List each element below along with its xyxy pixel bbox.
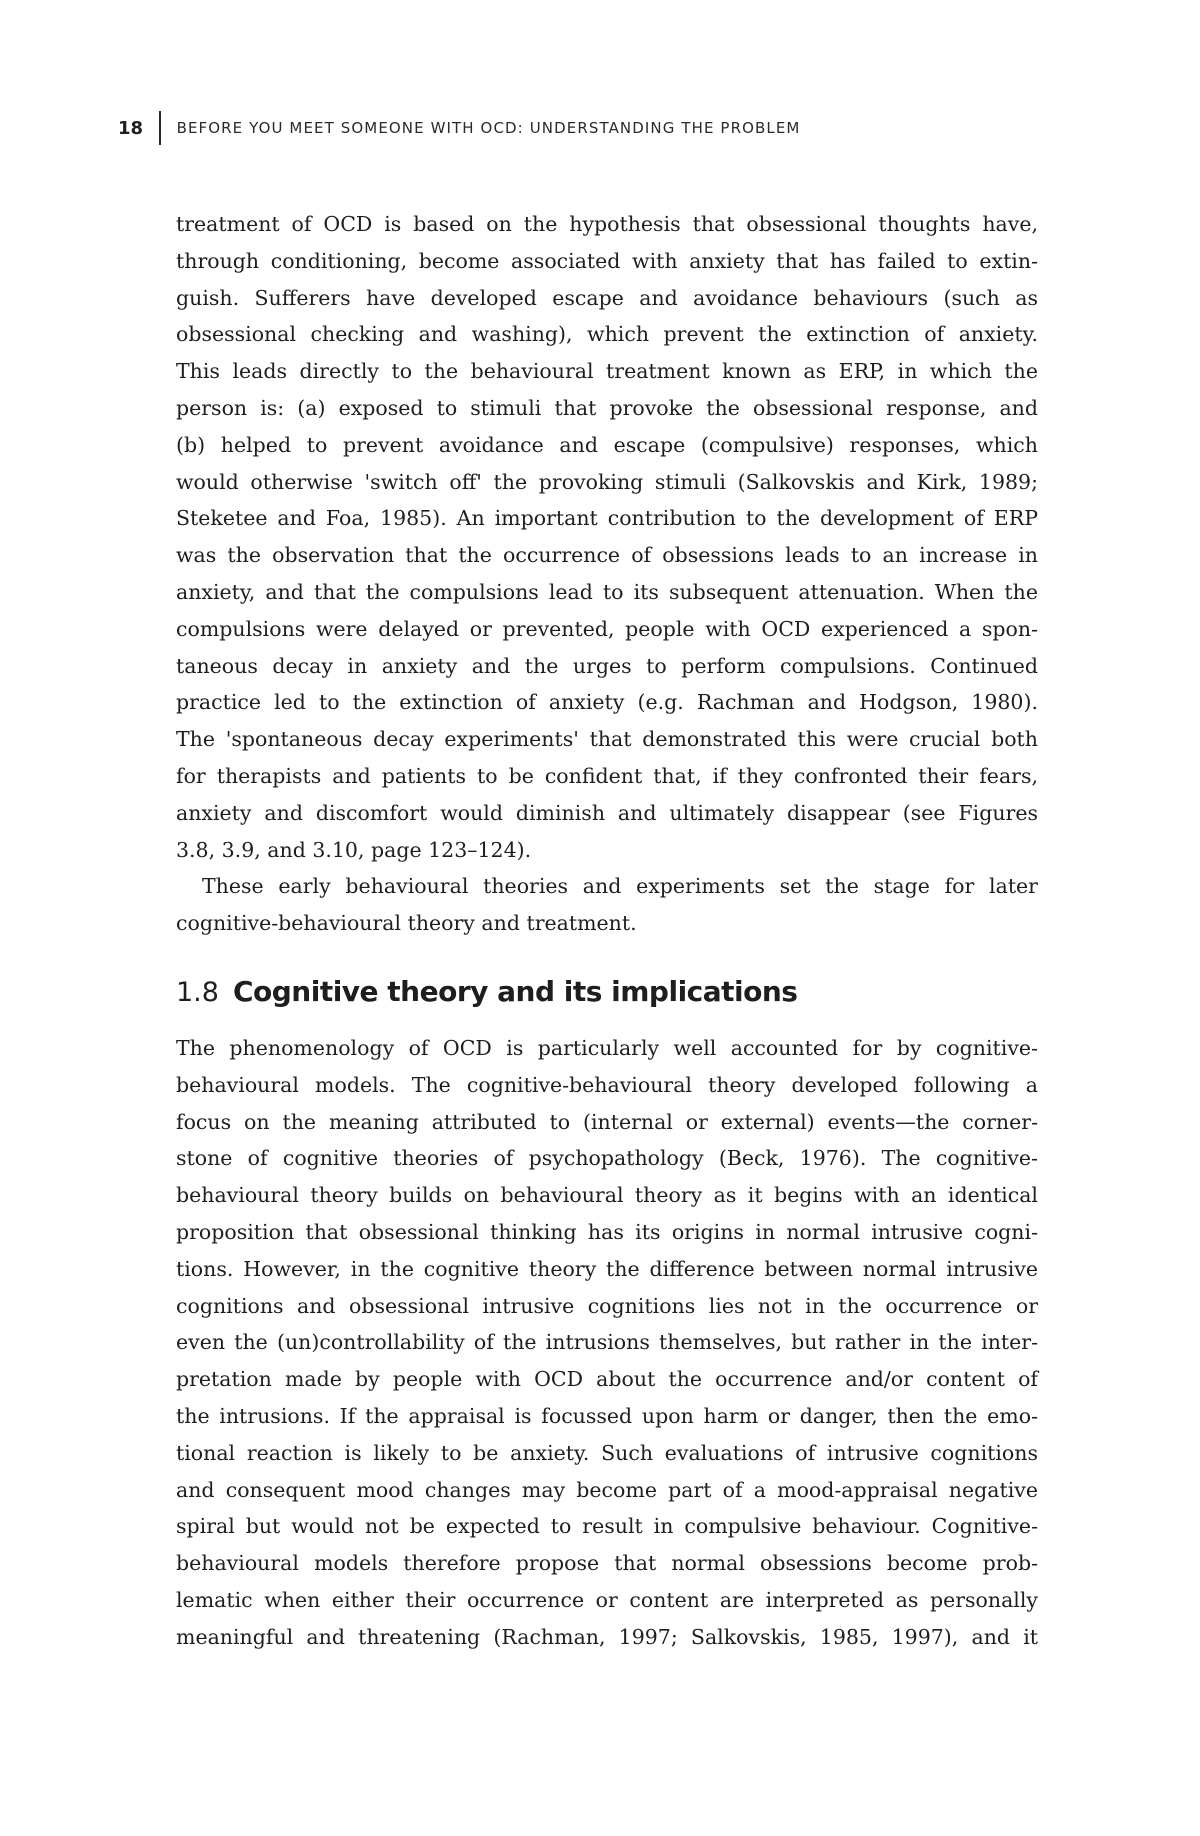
text-line: cognitions and obsessional intrusive cognitions lies not in the occurrence or [176,1293,1038,1318]
text-line: tional reaction is likely to be anxiety. Such evaluations of intrusive cognitions [176,1440,1038,1465]
running-head-title: BEFORE YOU MEET SOMEONE WITH OCD: UNDERSTANDING THE PROBLEM [176,119,801,137]
text-line: 3.8, 3.9, and 3.10, page 123–124). [176,837,532,862]
text-line: taneous decay in anxiety and the urges to perform compulsions. Continued [176,653,1038,678]
text-line: meaningful and threatening (Rachman, 1997; Salkovskis, 1985, 1997), and it [176,1624,1038,1649]
text-line: proposition that obsessional thinking has its origins in normal intrusive cogni- [176,1219,1038,1244]
page-number: 18 [118,117,144,139]
running-head [118,108,800,148]
section-heading [176,975,1038,1008]
text-line: tions. However, in the cognitive theory the difference between normal intrusive [176,1256,1038,1281]
text-line: behavioural models. The cognitive-behavioural theory developed following a [176,1072,1038,1097]
text-line: was the observation that the occurrence of obsessions leads to an increase in [176,543,1038,568]
text-line: practice led to the extinction of anxiety (e.g. Rachman and Hodgson, 1980). [176,690,1038,715]
section-number: 1.8 [176,977,219,1008]
text-line: behavioural theory builds on behavioural theory as it begins with an identical [176,1183,1038,1208]
text-line: anxiety and discomfort would diminish and ultimately disappear (see Figures [176,800,1038,825]
text-line: the intrusions. If the appraisal is focussed upon harm or danger, then the emo- [176,1403,1038,1428]
text-line: The 'spontaneous decay experiments' that demonstrated this were crucial both [176,727,1038,752]
running-head-divider [159,111,161,145]
text-line: would otherwise 'switch off' the provoking stimuli (Salkovskis and Kirk, 1989; [176,469,1038,494]
text-line: focus on the meaning attributed to (internal or external) events—the corner- [176,1109,1038,1134]
text-line: anxiety, and that the compulsions lead to its subsequent attenuation. When the [176,579,1038,604]
text-line: person is: (a) exposed to stimuli that provoke the obsessional response, and [176,395,1038,420]
text-line: These early behavioural theories and experiments set the stage for later [202,874,1038,898]
text-line: through conditioning, become associated with anxiety that has failed to extin- [176,248,1038,273]
paragraph [176,868,1038,942]
text-line: pretation made by people with OCD about the occurrence and/or content of [176,1367,1038,1392]
text-line: and consequent mood changes may become part of a mood-appraisal negative [176,1477,1038,1502]
text-line: spiral but would not be expected to result in compulsive behaviour. Cognitive- [176,1514,1038,1539]
text-line: even the (un)controllability of the intrusions themselves, but rather in the inter- [176,1330,1038,1355]
paragraph [176,1030,1038,1656]
text-line: behavioural models therefore propose that normal obsessions become prob- [176,1551,1038,1576]
text-line: This leads directly to the behavioural treatment known as ERP, in which the [176,359,1038,384]
text-line: lematic when either their occurrence or content are interpreted as personally [176,1587,1038,1612]
text-line: guish. Sufferers have developed escape and avoidance behaviours (such as [176,285,1038,310]
text-line: obsessional checking and washing), which prevent the extinction of anxiety. [176,322,1038,347]
section-title: Cognitive theory and its implications [232,975,798,1008]
text-line: cognitive-behavioural theory and treatment. [176,910,637,935]
paragraph-continued [176,206,1038,868]
text-line: Steketee and Foa, 1985). An important contribution to the development of ERP [176,506,1038,531]
text-line: (b) helped to prevent avoidance and escape (compulsive) responses, which [176,432,1038,457]
text-line: for therapists and patients to be confident that, if they confronted their fears, [176,763,1038,788]
text-line: The phenomenology of OCD is particularly well accounted for by cognitive- [176,1036,1038,1060]
text-line: compulsions were delayed or prevented, people with OCD experienced a spon- [176,616,1038,641]
text-line: stone of cognitive theories of psychopathology (Beck, 1976). The cognitive- [176,1146,1038,1171]
text-line: treatment of OCD is based on the hypothesis that obsessional thoughts have, [176,212,1038,236]
